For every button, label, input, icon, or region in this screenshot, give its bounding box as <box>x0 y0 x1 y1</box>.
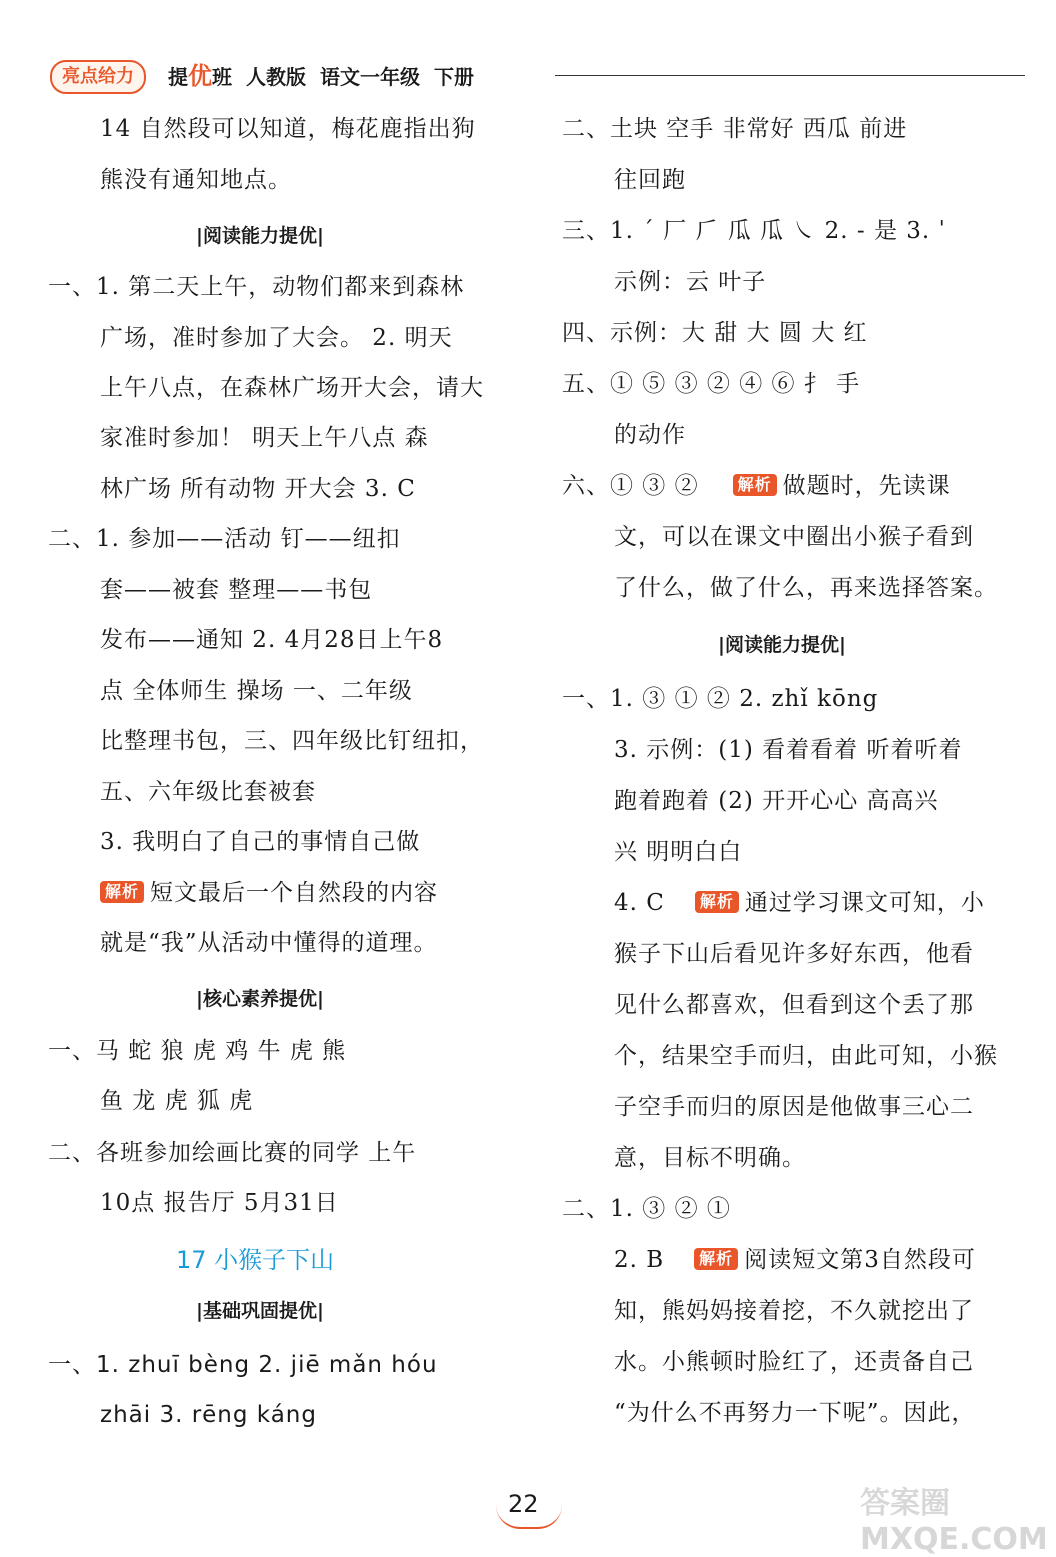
text-line: 熊没有通知地点。 <box>100 167 292 193</box>
analysis-line <box>614 1245 976 1275</box>
answer-text: 2. B <box>614 1247 665 1273</box>
text-line: 三、1. ˊ 厂 𠂆 瓜 瓜 ㇏ 2. - 是 3. ˈ <box>562 218 946 244</box>
edition: 人教版 <box>246 65 306 89</box>
brand-badge: 亮点给力 <box>50 60 146 94</box>
text-line: 一、1. zhuī bèng 2. jiē mǎn hóu <box>48 1352 438 1378</box>
text-line: “为什么不再努力一下呢”。因此， <box>614 1400 976 1426</box>
text-line: 五、六年级比套被套 <box>100 779 316 805</box>
analysis-text: 通过学习课文可知，小 <box>744 890 985 916</box>
analysis-tag: 解析 <box>100 881 144 903</box>
analysis-text: 做题时，先读课 <box>782 473 951 499</box>
text-line: 一、马 蛇 狼 虎 鸡 牛 虎 熊 <box>48 1038 347 1064</box>
analysis-line <box>614 888 985 918</box>
text-line: 的动作 <box>614 422 686 448</box>
subject: 语文一年级 <box>320 65 420 89</box>
text-line: 就是“我”从活动中懂得的道理。 <box>100 930 438 956</box>
section-heading: |基础巩固提优| <box>196 1300 324 1322</box>
series-name-1: 提 <box>168 65 188 89</box>
header-title <box>168 60 474 93</box>
analysis-text: 短文最后一个自然段的内容 <box>150 880 439 906</box>
text-line: 广场，准时参加了大会。 2. 明天 <box>100 325 453 351</box>
text-line: 文，可以在课文中圈出小猴子看到 <box>614 524 974 550</box>
analysis-line <box>100 878 438 908</box>
text-line: 一、1. ③ ① ② 2. zhǐ kōng <box>562 686 879 712</box>
text-line: 林广场 所有动物 开大会 3. C <box>100 476 416 502</box>
text-line: 猴子下山后看见许多好东西，他看 <box>614 941 974 967</box>
section-heading: |阅读能力提优| <box>196 225 324 247</box>
text-line: 兴 明明白白 <box>614 839 743 865</box>
analysis-tag: 解析 <box>733 474 777 496</box>
text-line: 一、1. 第二天上午，动物们都来到森林 <box>48 274 465 300</box>
text-line: 四、示例：大 甜 大 圆 大 红 <box>562 320 868 346</box>
text-line: 跑着跑着 (2) 开开心心 高高兴 <box>614 788 939 814</box>
text-line: 水。小熊顿时脸红了，还责备自己 <box>614 1349 974 1375</box>
watermark-logo: 答案圈 MXQE.COM <box>860 1486 1048 1557</box>
text-line: 意，目标不明确。 <box>614 1145 806 1171</box>
text-line: 家准时参加！ 明天上午八点 森 <box>100 425 429 451</box>
text-line: 往回跑 <box>614 167 686 193</box>
text-line: 二、1. 参加——活动 钉——纽扣 <box>48 526 401 552</box>
volume: 下册 <box>434 65 474 89</box>
analysis-tag: 解析 <box>695 891 739 913</box>
analysis-line <box>562 471 951 501</box>
text-line: zhāi 3. rēng káng <box>100 1402 317 1428</box>
text-line: 二、1. ③ ② ① <box>562 1196 731 1222</box>
page-header <box>50 58 1025 94</box>
text-line: 见什么都喜欢，但看到这个丢了那 <box>614 992 974 1018</box>
text-line: 点 全体师生 操场 一、二年级 <box>100 678 413 704</box>
text-line: 了什么，做了什么，再来选择答案。 <box>614 575 998 601</box>
answer-text: 六、① ③ ② <box>562 473 699 499</box>
text-line: 3. 我明白了自己的事情自己做 <box>100 829 421 855</box>
text-line: 10点 报告厅 5月31日 <box>100 1190 339 1216</box>
page-number-arc <box>496 1505 562 1529</box>
section-heading: |核心素养提优| <box>196 988 324 1010</box>
analysis-tag: 解析 <box>694 1248 738 1270</box>
text-line: 3. 示例：(1) 看着看着 听着听着 <box>614 737 963 763</box>
text-line: 知，熊妈妈接着挖，不久就挖出了 <box>614 1298 974 1324</box>
text-line: 比整理书包，三、四年级比钉纽扣， <box>100 728 484 754</box>
text-line: 五、① ⑤ ③ ② ④ ⑥ 扌 手 <box>562 371 861 397</box>
answer-text: 4. C <box>614 890 665 916</box>
series-name-3: 班 <box>212 65 232 89</box>
text-line: 二、各班参加绘画比赛的同学 上午 <box>48 1140 417 1166</box>
text-line: 14 自然段可以知道，梅花鹿指出狗 <box>100 116 476 142</box>
series-name-2: 优 <box>188 62 212 90</box>
text-line: 个，结果空手而归，由此可知，小猴 <box>614 1043 998 1069</box>
text-line: 上午八点，在森林广场开大会，请大 <box>100 375 484 401</box>
section-heading: |阅读能力提优| <box>718 634 846 656</box>
analysis-text: 阅读短文第3自然段可 <box>744 1247 976 1273</box>
text-line: 示例：云 叶子 <box>614 269 767 295</box>
page-number: 22 <box>508 1490 539 1518</box>
header-rule <box>555 75 1025 76</box>
text-line: 发布——通知 2. 4月28日上午8 <box>100 627 444 653</box>
text-line: 套——被套 整理——书包 <box>100 577 373 603</box>
text-line: 二、土块 空手 非常好 西瓜 前进 <box>562 116 908 142</box>
text-line: 鱼 龙 虎 狐 虎 <box>100 1088 254 1114</box>
text-line: 子空手而归的原因是他做事三心二 <box>614 1094 974 1120</box>
lesson-title: 17 小猴子下山 <box>176 1246 335 1274</box>
